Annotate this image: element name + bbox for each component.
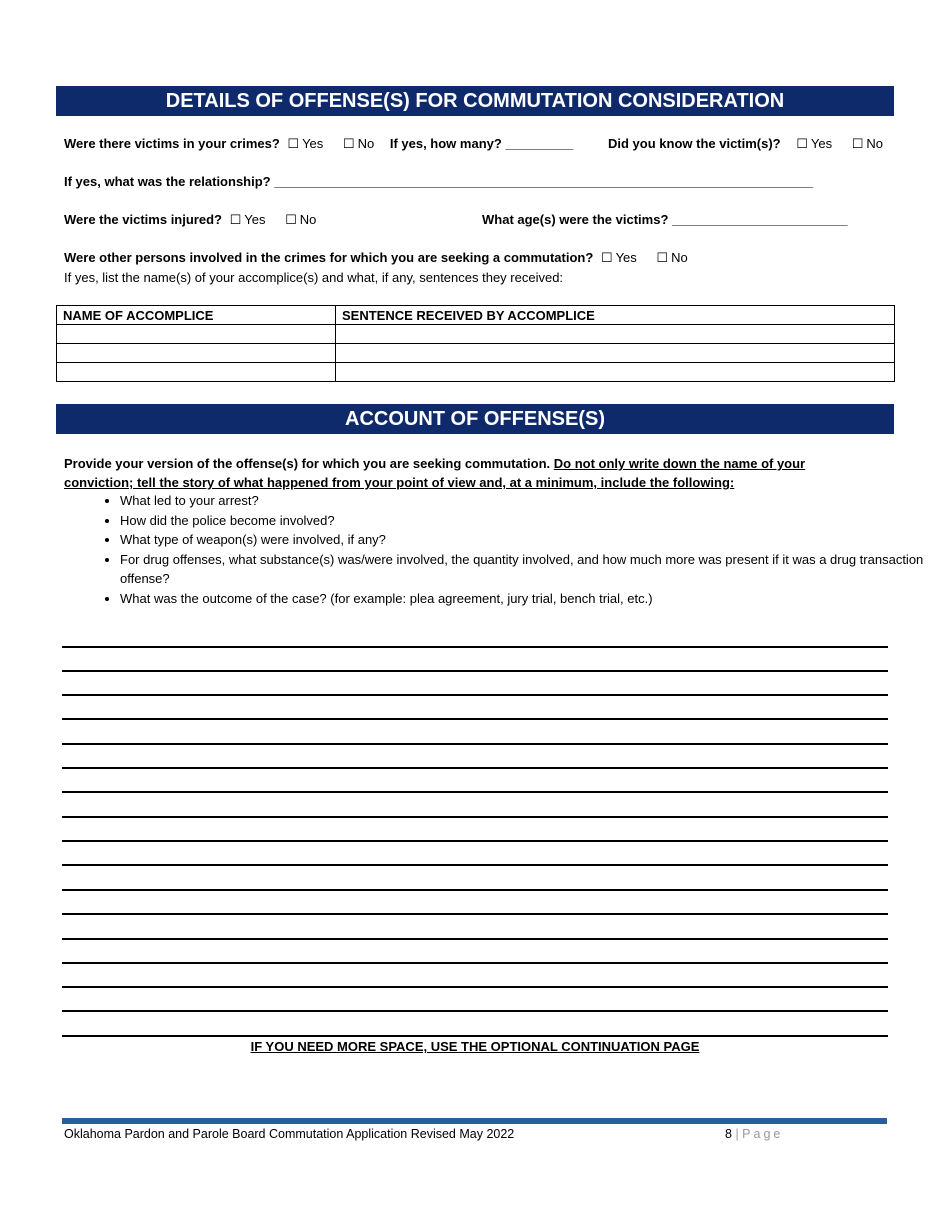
table-row <box>57 344 895 363</box>
footer-bar <box>62 1118 887 1124</box>
others-row <box>64 250 688 266</box>
accomplice-name-header: NAME OF ACCOMPLICE <box>57 306 336 325</box>
accomplice-instructions: If yes, list the name(s) of your accomplice(s) and what, if any, sentences they received: <box>64 270 564 285</box>
writing-line[interactable] <box>62 646 888 648</box>
list-item: • What type of weapon(s) were involved, if any? <box>120 530 930 550</box>
others-no-checkbox[interactable]: ☐ <box>656 251 669 266</box>
injured-yes-label: Yes <box>244 212 266 227</box>
writing-line[interactable] <box>62 816 888 818</box>
ages-field[interactable]: __________________________ <box>672 212 847 227</box>
section-title-offense-details: DETAILS OF OFFENSE(S) FOR COMMUTATION CONSIDERATION <box>56 86 894 116</box>
relationship-question: If yes, what was the relationship? <box>64 174 271 189</box>
know-victim-yes-label: Yes <box>810 136 833 151</box>
others-yes-checkbox[interactable]: ☐ <box>600 251 613 266</box>
page-label: Page <box>742 1127 784 1141</box>
relationship-field[interactable]: ________________________________________________________________________________ <box>274 174 813 189</box>
account-instructions <box>64 454 864 492</box>
writing-line[interactable] <box>62 694 888 696</box>
writing-line[interactable] <box>62 791 888 793</box>
accomplice-sentence-header: SENTENCE RECEIVED BY ACCOMPLICE <box>336 306 895 325</box>
how-many-question: If yes, how many? <box>389 136 502 151</box>
victims-row <box>64 136 573 152</box>
injured-yes-checkbox[interactable]: ☐ <box>229 213 242 228</box>
know-victim-yes-checkbox[interactable]: ☐ <box>796 137 808 152</box>
writing-line[interactable] <box>62 1010 888 1012</box>
accomplice-sentence-cell[interactable] <box>336 363 895 382</box>
list-item: • What led to your arrest? <box>120 491 930 511</box>
accomplice-sentence-cell[interactable] <box>336 325 895 344</box>
ages-question: What age(s) were the victims? <box>482 212 669 227</box>
accomplice-name-cell[interactable] <box>57 344 336 363</box>
injured-row <box>64 212 316 228</box>
know-victim-no-label: No <box>866 136 884 151</box>
page-indicator <box>725 1127 783 1141</box>
section-title-account: ACCOUNT OF OFFENSE(S) <box>56 404 894 434</box>
accomplice-name-cell[interactable] <box>57 325 336 344</box>
more-space-note: IF YOU NEED MORE SPACE, USE THE OPTIONAL CONTINUATION PAGE <box>250 1039 700 1054</box>
table-row <box>57 363 895 382</box>
injured-no-label: No <box>299 212 317 227</box>
victims-yes-checkbox[interactable]: ☐ <box>287 137 300 152</box>
table-header-row <box>57 306 895 325</box>
writing-line[interactable] <box>62 889 888 891</box>
others-question: Were other persons involved in the crimes for which you are seeking a commutation? <box>64 250 594 265</box>
writing-line[interactable] <box>62 718 888 720</box>
injured-no-checkbox[interactable]: ☐ <box>285 213 297 228</box>
account-intro-emphasis: Do not only write down the name of your conviction; tell the story of what happened from your point of view and, at a minimum, include the following: <box>64 456 806 490</box>
list-item: • How did the police become involved? <box>120 511 930 531</box>
page-separator: | <box>735 1127 739 1141</box>
writing-line[interactable] <box>62 938 888 940</box>
footer-text: Oklahoma Pardon and Parole Board Commutation Application Revised May 2022 <box>64 1127 515 1141</box>
how-many-field[interactable]: __________ <box>505 136 573 151</box>
injured-question: Were the victims injured? <box>64 212 222 227</box>
account-intro: Provide your version of the offense(s) for which you are seeking commutation. <box>64 456 551 471</box>
writing-line[interactable] <box>62 962 888 964</box>
victims-yes-label: Yes <box>302 136 324 151</box>
victims-no-label: No <box>357 136 375 151</box>
table-row <box>57 325 895 344</box>
writing-line[interactable] <box>62 670 888 672</box>
ages-row <box>482 212 847 227</box>
list-item: • What was the outcome of the case? (for example: plea agreement, jury trial, bench trial, etc.) <box>120 589 930 609</box>
victims-no-checkbox[interactable]: ☐ <box>342 137 355 152</box>
others-no-label: No <box>671 250 688 265</box>
writing-line[interactable] <box>62 767 888 769</box>
writing-line[interactable] <box>62 840 888 842</box>
know-victim-no-checkbox[interactable]: ☐ <box>851 137 864 152</box>
relationship-row <box>64 174 813 189</box>
accomplice-table <box>56 305 895 382</box>
writing-line[interactable] <box>62 864 888 866</box>
page-number: 8 <box>725 1127 732 1141</box>
know-victim-question: Did you know the victim(s)? <box>608 136 781 151</box>
know-victim-row <box>608 136 883 152</box>
victims-question: Were there victims in your crimes? <box>64 136 280 151</box>
writing-line[interactable] <box>62 913 888 915</box>
others-yes-label: Yes <box>615 250 637 265</box>
accomplice-sentence-cell[interactable] <box>336 344 895 363</box>
writing-line[interactable] <box>62 986 888 988</box>
accomplice-name-cell[interactable] <box>57 363 336 382</box>
account-requirements-list <box>64 491 930 608</box>
list-item: • For drug offenses, what substance(s) was/were involved, the quantity involved, and how much more was present if it was a drug transaction offense? <box>120 550 930 589</box>
writing-line[interactable] <box>62 743 888 745</box>
writing-line[interactable] <box>62 1035 888 1037</box>
